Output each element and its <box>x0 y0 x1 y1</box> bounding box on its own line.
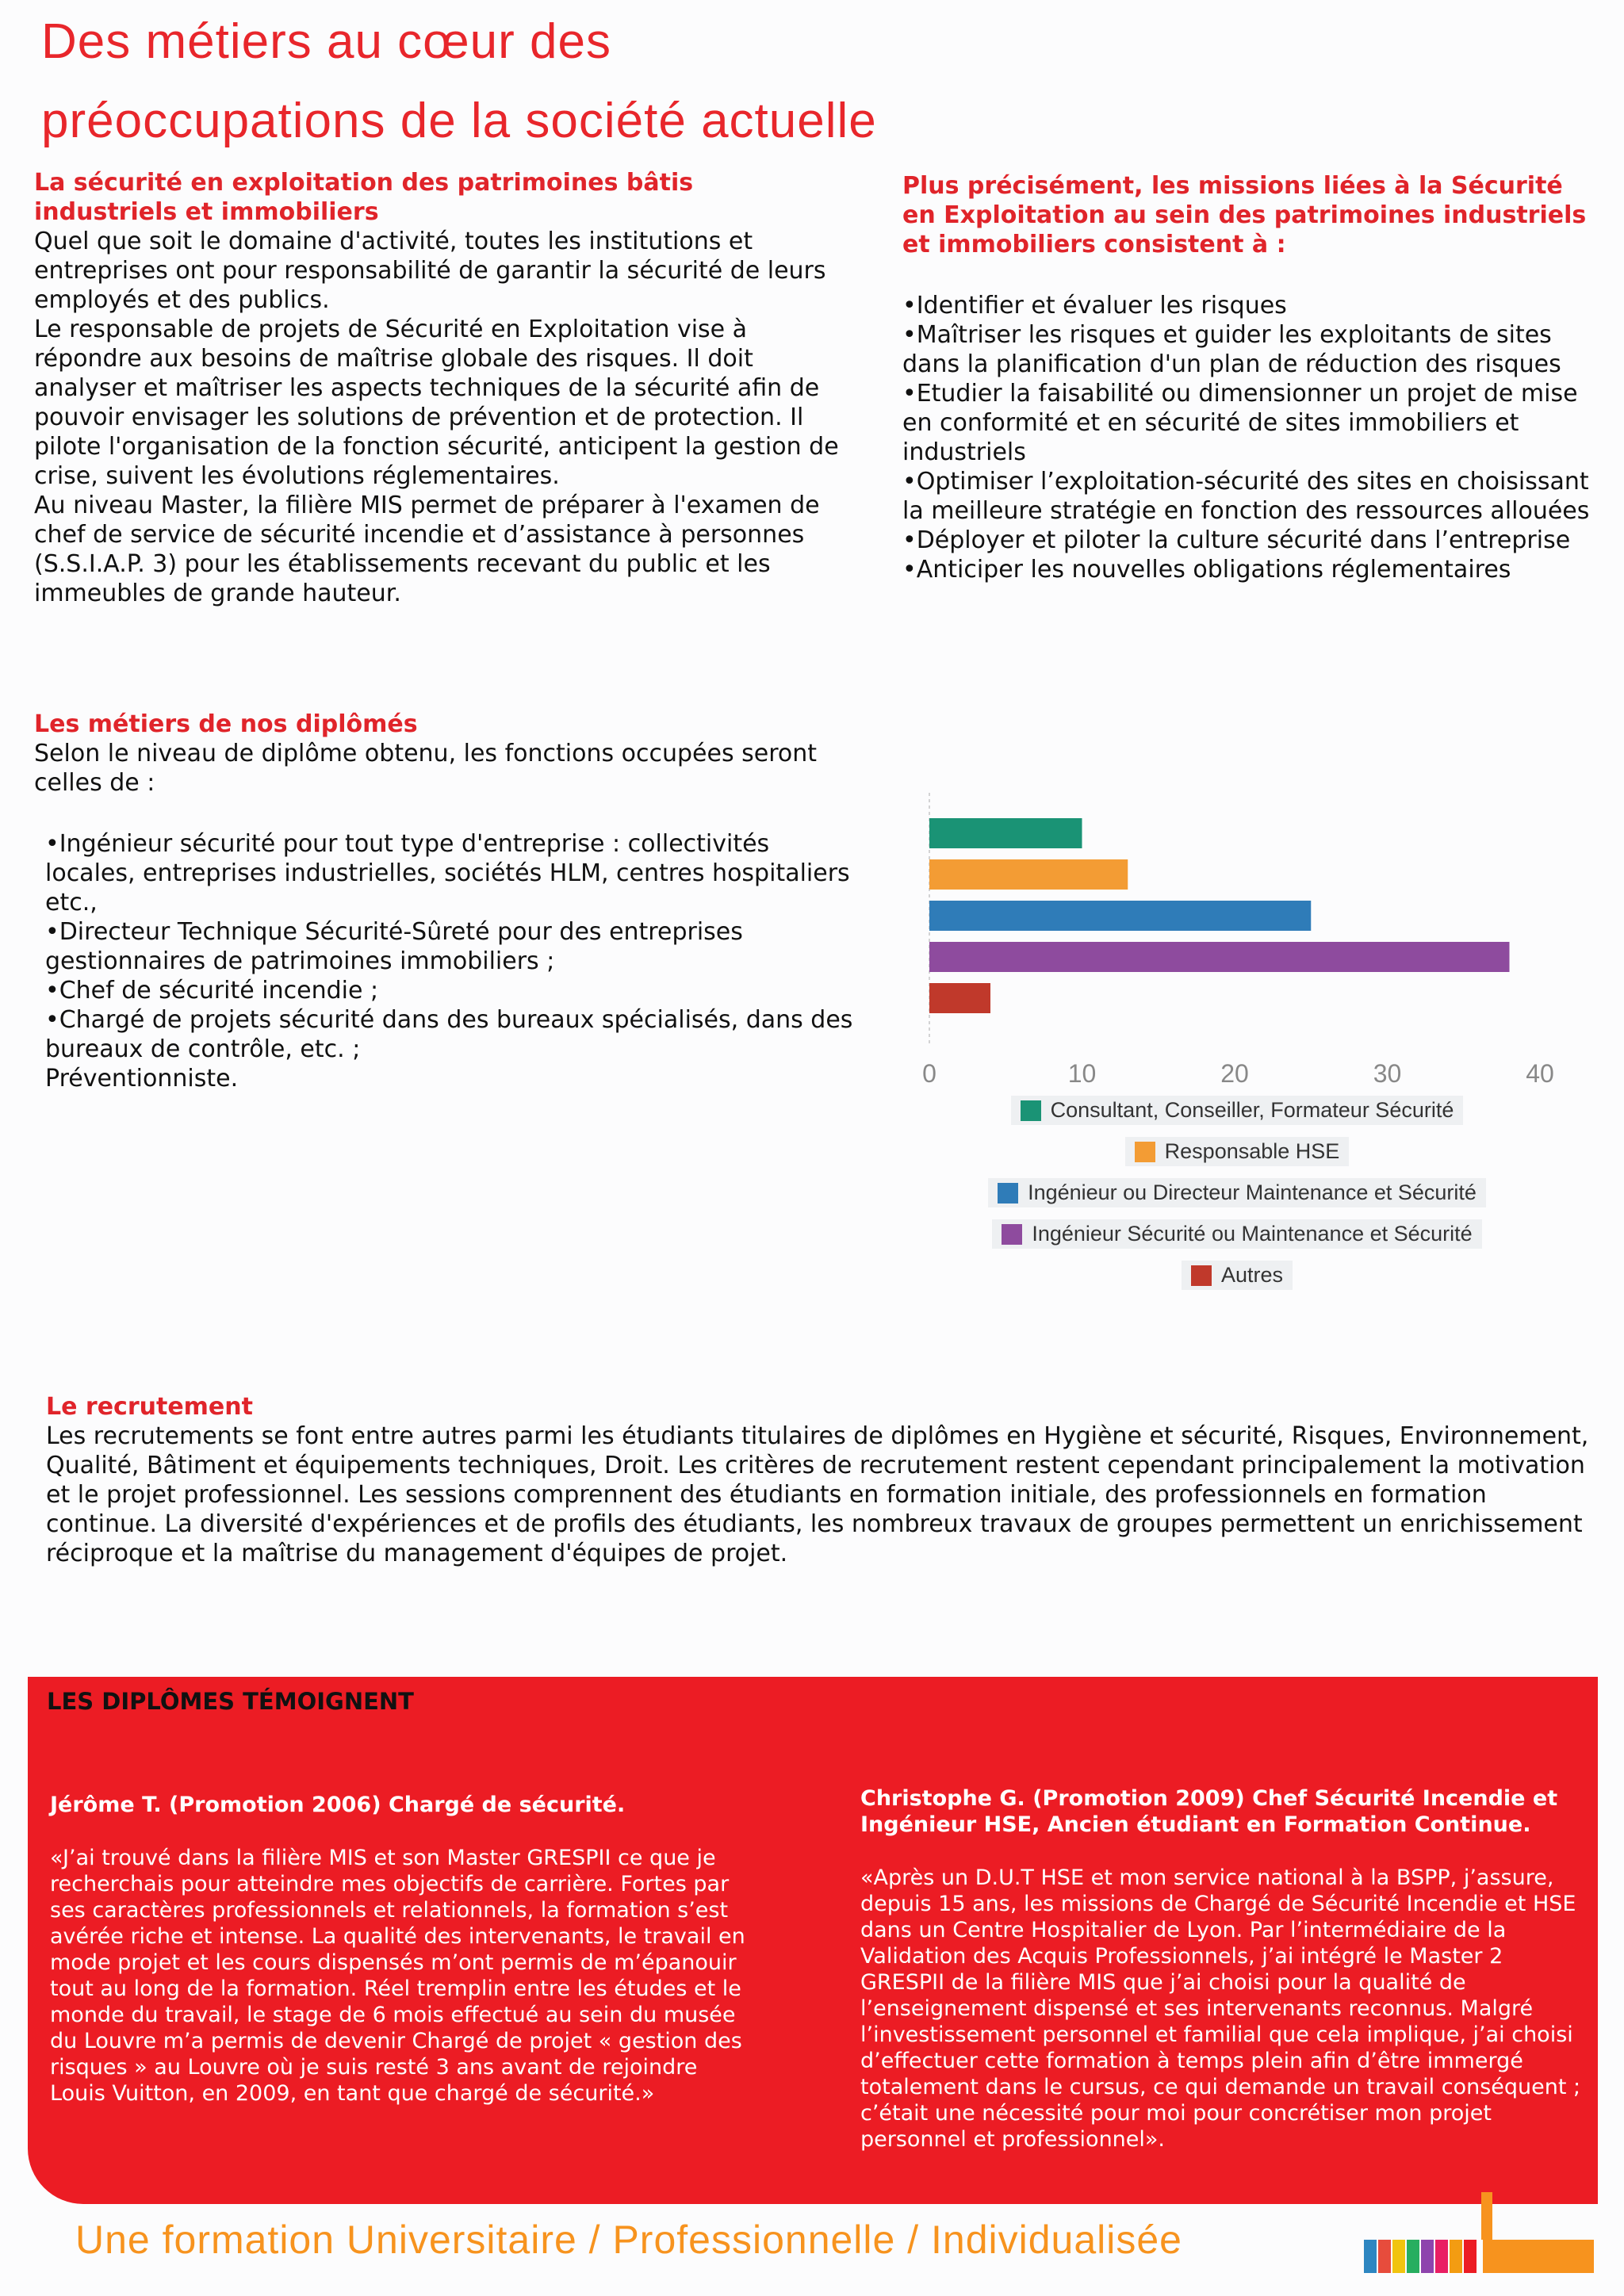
list-item-last: Préventionniste. <box>45 1065 239 1093</box>
testimonial-right <box>860 1785 1582 2152</box>
security-section <box>34 168 843 608</box>
jobs-heading: Les métiers de nos diplômés <box>34 710 418 738</box>
university-logo <box>1364 2192 1594 2279</box>
logo-upright <box>1481 2192 1492 2240</box>
x-tick-label: 10 <box>1067 1059 1097 1088</box>
recruitment-section <box>46 1392 1600 1568</box>
list-item: • Identifier et évaluer les risques <box>902 291 1600 320</box>
logo-stripe <box>1378 2240 1391 2273</box>
testimonials-heading: LES DIPLÔMES TÉMOIGNENT <box>47 1688 414 1715</box>
security-heading: La sécurité en exploitation des patrimoines bâtis industriels et immobiliers <box>34 169 694 226</box>
logo-stripe <box>1450 2240 1462 2273</box>
legend-item <box>1125 1137 1350 1166</box>
logo-stripe <box>1464 2240 1477 2273</box>
chart-bar <box>929 818 1082 848</box>
legend-swatch <box>1191 1265 1212 1286</box>
testimonial-author: Jérôme T. (Promotion 2006) Chargé de sécurité. <box>50 1793 626 1817</box>
list-item: • Optimiser l’exploitation-sécurité des sites en choisissant la meilleure stratégie en fonction des ressources allouées <box>902 467 1600 526</box>
jobs-chart <box>888 785 1586 1300</box>
chart-bar <box>929 859 1128 890</box>
legend-label: Ingénieur ou Directeur Maintenance et Sécurité <box>1028 1181 1477 1204</box>
legend-row <box>888 1178 1586 1207</box>
legend-item <box>988 1178 1486 1207</box>
list-item: • Chef de sécurité incendie ; <box>45 976 859 1005</box>
missions-heading: Plus précisément, les missions liées à la Sécurité en Exploitation au sein des patrimoines industriels et immobiliers consistent à : <box>902 172 1587 258</box>
logo-stripe <box>1435 2240 1448 2273</box>
legend-swatch <box>1135 1142 1155 1162</box>
logo-stripe <box>1364 2240 1377 2273</box>
legend-item <box>992 1219 1481 1249</box>
logo-stripe <box>1392 2240 1405 2273</box>
security-paragraph: Le responsable de projets de Sécurité en Exploitation vise à répondre aux besoins de maîtrise globale des risques. Il doit analyser et maîtriser les aspects techniques de la sécurité afin de pouvoir envisager les solutions de prévention et de protection. Il pilote l'organisation de la fonction sécurité, anticipent la gestion de crise, suivent les évolutions réglementaires. <box>34 316 839 490</box>
list-item: • Ingénieur sécurité pour tout type d'entreprise : collectivités locales, entreprises industrielles, sociétés HLM, centres hospitaliers etc., <box>45 829 859 917</box>
security-paragraph: Au niveau Master, la filière MIS permet de préparer à l'examen de chef de service de sécurité incendie et d’assistance à personnes (S.S.I.A.P. 3) pour les établissements recevant du public et les immeubles de grande hauteur. <box>34 492 820 607</box>
jobs-list <box>45 829 859 1093</box>
x-tick-label: 30 <box>1373 1059 1402 1088</box>
testimonials-panel <box>28 1677 1598 2204</box>
missions-section <box>902 171 1600 584</box>
testimonial-left <box>50 1792 756 2107</box>
jobs-intro: Selon le niveau de diplôme obtenu, les fonctions occupées seront celles de : <box>34 740 818 797</box>
legend-item <box>1182 1261 1293 1290</box>
x-tick-label: 0 <box>922 1059 936 1088</box>
recruitment-body: Les recrutements se font entre autres parmi les étudiants titulaires de diplômes en Hygiène et sécurité, Risques, Environnement, Qualité, Bâtiment et équipements techniques, Droit. Les critères de recrutement restent cependant principalement la motivation et le projet professionnel. Les sessions comprennent des étudiants en formation initiale, des professionnels en formation continue. La diversité d'expériences et de profils des étudiants, les nombreux travaux de groupes permettent un enrichissement réciproque et la maîtrise du management d'équipes de projet. <box>46 1422 1589 1567</box>
legend-item <box>1011 1096 1464 1125</box>
jobs-section <box>34 710 859 1093</box>
recruitment-heading: Le recrutement <box>46 1393 253 1421</box>
list-item: • Anticiper les nouvelles obligations réglementaires <box>902 555 1600 584</box>
legend-label: Autres <box>1220 1263 1284 1287</box>
testimonial-quote: «Après un D.U.T HSE et mon service national à la BSPP, j’assure, depuis 15 ans, les missions de Chargé de Sécurité Incendie et HSE dans un Centre Hospitalier de Lyon. Par l’intermédiaire de la Validation des Acquis Professionnels, j’ai intégré le Master 2 GRESPII de la filière MIS que j’ai choisi pour la qualité de l’enseignement dispensé et ses intervenants reconnus. Malgré l’investissement personnel et familial que cela implique, j’ai choisi d’effectuer cette formation à temps plein afin d’être immergé totalement dans le cursus, ce qui demande un travail conséquent ; c’était une nécessité pour moi pour concrétiser mon projet personnel et professionnel». <box>860 1866 1581 2152</box>
legend-row <box>888 1137 1586 1166</box>
chart-bar <box>929 942 1510 972</box>
list-item: • Chargé de projets sécurité dans des bureaux spécialisés, dans des bureaux de contrôle, etc. ; <box>45 1005 859 1064</box>
testimonial-quote: «J’ai trouvé dans la filière MIS et son Master GRESPII ce que je recherchais pour atteindre mes objectifs de carrière. Fortes par ses caractères professionnels et relationnels, la formation s’est avérée riche et intense. La qualité des intervenants, le travail en mode projet et les cours dispensés m’ont permis de m’épanouir tout au long de la formation. Réel tremplin entre les études et le monde du travail, le stage de 6 mois effectué au sein du musée du Louvre m’a permis de devenir Chargé de projet « gestion des risques » au Louvre où je suis resté 3 ans avant de rejoindre Louis Vuitton, en 2009, en tant que chargé de sécurité.» <box>50 1846 745 2106</box>
page-title-line-2: préoccupations de la société actuelle <box>41 94 877 148</box>
chart-bar <box>929 983 990 1013</box>
legend-label: Consultant, Conseiller, Formateur Sécurité <box>1050 1098 1454 1122</box>
legend-label: Ingénieur Sécurité ou Maintenance et Sécurité <box>1032 1222 1473 1246</box>
footer-tagline: Une formation Universitaire / Professionnelle / Individualisée <box>75 2218 1182 2262</box>
x-tick-label: 20 <box>1220 1059 1249 1088</box>
legend-swatch <box>998 1183 1018 1203</box>
chart-bar <box>929 901 1311 931</box>
legend-row <box>888 1096 1586 1125</box>
missions-list <box>902 291 1600 584</box>
logo-bar <box>1483 2240 1594 2273</box>
list-item: • Maîtriser les risques et guider les exploitants de sites dans la planification d'un plan de réduction des risques <box>902 320 1600 379</box>
legend-label: Responsable HSE <box>1164 1139 1340 1163</box>
list-item: • Etudier la faisabilité ou dimensionner un projet de mise en conformité et en sécurité de sites immobiliers et industriels <box>902 379 1600 467</box>
bar-chart <box>888 785 1586 1102</box>
x-tick-label: 40 <box>1526 1059 1554 1088</box>
page-title-line-1: Des métiers au cœur des <box>41 14 611 69</box>
testimonial-author: Christophe G. (Promotion 2009) Chef Sécurité Incendie et Ingénieur HSE, Ancien étudiant en Formation Continue. <box>860 1786 1558 1837</box>
legend-swatch <box>1002 1224 1022 1245</box>
security-paragraph: Quel que soit le domaine d'activité, toutes les institutions et entreprises ont pour responsabilité de garantir la sécurité de leurs employés et des publics. <box>34 228 826 314</box>
list-item: • Directeur Technique Sécurité-Sûreté pour des entreprises gestionnaires de patrimoines immobiliers ; <box>45 917 859 976</box>
list-item: • Déployer et piloter la culture sécurité dans l’entreprise <box>902 526 1600 555</box>
legend-swatch <box>1021 1100 1041 1121</box>
logo-stripe <box>1421 2240 1434 2273</box>
legend-row <box>888 1219 1586 1249</box>
logo-stripe <box>1407 2240 1419 2273</box>
legend-row <box>888 1261 1586 1290</box>
